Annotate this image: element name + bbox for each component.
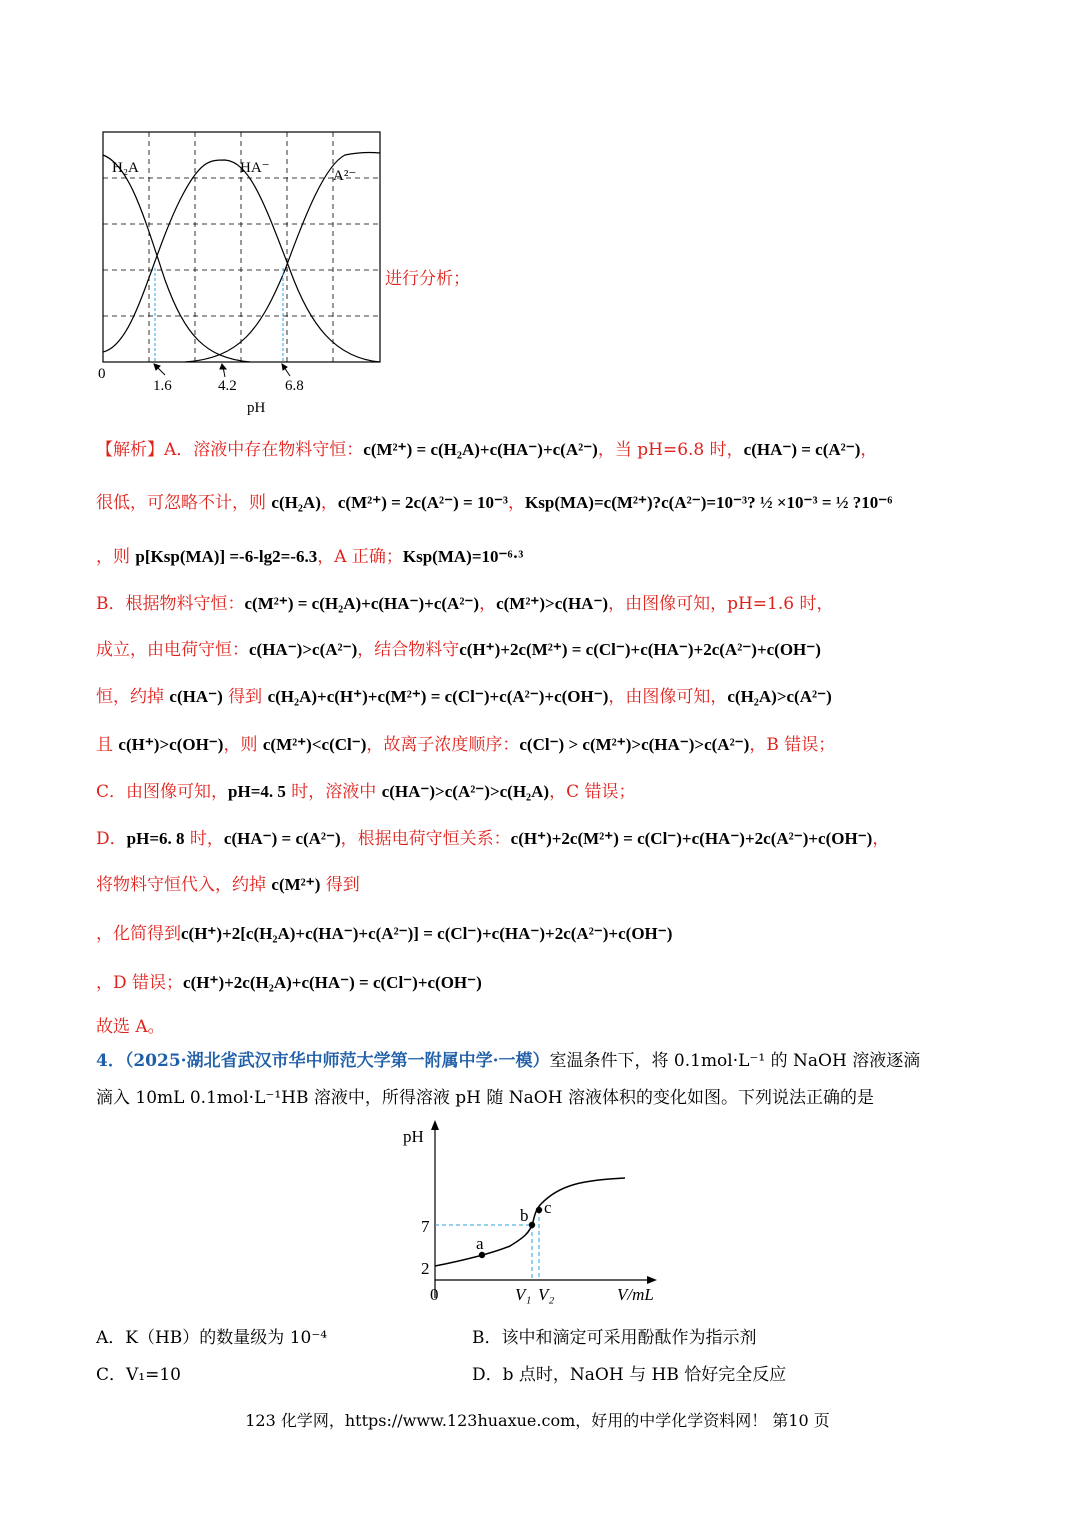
analysis-text: ，A 正确； [317,547,403,567]
h2a-curve [103,155,250,362]
analysis-line [96,491,892,515]
origin-label-2: 0 [430,1285,439,1304]
analysis-formula: pH=4. 5 [228,782,286,801]
y-tick-7: 7 [421,1217,430,1236]
analysis-line [96,971,482,995]
analysis-formula: c(M²⁺)<c(Cl⁻) [262,735,367,754]
analysis-text: 时， [184,829,224,849]
analysis-formula: c(Cl⁻) > c(M²⁺)>c(HA⁻)>c(A²⁻) [519,735,750,754]
analysis-text: 时，溶液中 [285,782,382,802]
question-text-1: 室温条件下，将 0.1mol·L⁻¹ 的 NaOH 溶液逐滴 [549,1051,921,1071]
analysis-text: ，B 错误； [749,735,836,755]
analysis-text: ，D 错误； [96,973,184,993]
analysis-line [96,685,832,709]
analysis-formula: c(H⁺)>c(OH⁻) [118,735,224,754]
analysis-line [96,733,835,757]
page-footer: 123 化学网，https://www.123huaxue.com，好用的中学化学资料网！ 第10 页 [245,1411,830,1430]
analysis-text: ， [872,829,890,849]
analysis-text: ， [479,594,497,614]
analysis-text: 【解析】A．溶液中存在物料守恒： [96,440,364,460]
point-b [529,1222,535,1228]
x-axis-label-2: V/mL [617,1285,654,1304]
analysis-line [96,638,821,662]
v2-label: V₂ [538,1285,555,1304]
label-a: a [476,1234,484,1253]
question-4-line1 [96,1048,920,1074]
analysis-text: 将物料守恒代入，约掉 [96,875,272,895]
analysis-text: B．根据物料守恒： [96,594,245,614]
analysis-text: C．由图像可知， [96,782,229,802]
analysis-text: ，故离子浓度顺序： [366,735,520,755]
analysis-text: 得到 [222,687,268,707]
tick-4-2: 4.2 [218,378,237,394]
question-number: 4． [96,1051,125,1071]
label-b: b [520,1206,529,1225]
option-d: D．b 点时，NaOH 与 HB 恰好完全反应 [472,1365,787,1385]
analysis-text: ， [508,493,526,513]
tick-6-8: 6.8 [285,378,304,394]
tick-1-6: 1.6 [153,378,172,394]
analysis-formula: c(H₂A)>c(A²⁻) [727,687,832,706]
analysis-text: ，C 错误； [549,782,636,802]
analysis-text: ，化简得到 [96,924,181,944]
analysis-text: 得到 [320,875,360,895]
analysis-formula: Ksp(MA)=c(M²⁺)?c(A²⁻)=10⁻³? ½ ×10⁻³ = ½ ?10⁻⁶ [525,493,893,512]
analysis-text: 很低，可忽略不计，则 [96,493,272,513]
origin-label: 0 [98,366,106,382]
option-b: B．该中和滴定可采用酚酞作为指示剂 [472,1328,757,1348]
analysis-text: ，结合物料守 [357,640,460,660]
analysis-line [96,873,360,897]
analysis-formula: c(HA⁻) = c(A²⁻) [743,440,861,459]
titration-curve [435,1178,625,1266]
analysis-text: 且 [96,735,119,755]
x-axis-label: pH [247,400,266,416]
analysis-formula: c(H⁺)+2c(M²⁺) = c(Cl⁻)+c(HA⁻)+2c(A²⁻)+c(OH⁻) [510,829,873,848]
analysis-text: ，则 [96,547,136,567]
analysis-line [96,1015,165,1039]
analysis-note: 进行分析； [385,269,470,289]
analysis-formula: c(M²⁺) = c(H₂A)+c(HA⁻)+c(A²⁻) [244,594,480,613]
analysis-formula: c(H₂A) [271,493,321,512]
ha-label: HA⁻ [240,160,270,176]
analysis-text: ，则 [223,735,263,755]
analysis-formula: c(M²⁺) = c(H₂A)+c(HA⁻)+c(A²⁻) [363,440,598,459]
analysis-formula: c(HA⁻) = c(A²⁻) [223,829,341,848]
option-a: A．K（HB）的数量级为 10⁻⁴ [96,1328,328,1348]
analysis-line [96,545,523,569]
distribution-chart [90,120,390,420]
analysis-text: 恒，约掉 [96,687,170,707]
h2a-label: H₂A [112,160,139,176]
analysis-text: 成立，由电荷守恒： [96,640,249,660]
a2-label: A²⁻ [333,168,357,184]
analysis-formula: p[Ksp(MA)] =-6-lg2=-6.3 [135,547,318,566]
analysis-formula: c(M²⁺) = 2c(A²⁻) = 10⁻³ [337,493,509,512]
label-c: c [544,1198,552,1217]
analysis-text: ，由图像可知，pH=1.6 时， [608,594,834,614]
analysis-formula: c(HA⁻)>c(A²⁻) [249,640,358,659]
analysis-formula: c(HA⁻)>c(A²⁻)>c(H₂A) [381,782,550,801]
ha-curve [103,160,380,362]
titration-chart [395,1118,665,1318]
analysis-text: ， [860,440,878,460]
analysis-line [96,438,877,462]
analysis-text: 故选 A。 [96,1017,165,1037]
analysis-formula: c(M²⁺)>c(HA⁻) [496,594,609,613]
y-tick-2: 2 [421,1259,430,1278]
analysis-formula: c(H⁺)+2c(H₂A)+c(HA⁻) = c(Cl⁻)+c(OH⁻) [183,973,482,992]
y-axis-label: pH [403,1127,424,1146]
analysis-formula: pH=6. 8 [126,829,185,848]
analysis-line [96,827,889,851]
analysis-text: ， [320,493,338,513]
analysis-text: ，根据电荷守恒关系： [340,829,511,849]
analysis-formula: c(H⁺)+2[c(H₂A)+c(HA⁻)+c(A²⁻)] = c(Cl⁻)+c(HA⁻)+2c(A²⁻)+c(OH⁻) [181,924,673,943]
v1-label: V₁ [515,1285,532,1304]
analysis-formula: c(M²⁺) [271,875,321,894]
point-c [536,1207,542,1213]
option-c: C．V₁=10 [96,1365,181,1385]
analysis-formula: c(H⁺)+2c(M²⁺) = c(Cl⁻)+c(HA⁻)+2c(A²⁻)+c(OH⁻) [459,640,821,659]
question-source: （2025·湖北省武汉市华中师范大学第一附属中学·一模） [124,1051,550,1071]
analysis-formula: c(H₂A)+c(H⁺)+c(M²⁺) = c(Cl⁻)+c(A²⁻)+c(OH⁻) [267,687,609,706]
analysis-text: ，由图像可知， [608,687,728,707]
analysis-text: D． [96,829,127,849]
question-text-2: 滴入 10mL 0.1mol·L⁻¹HB 溶液中，所得溶液 pH 随 NaOH 溶液体积的变化如图。下列说法正确的是 [96,1088,874,1108]
analysis-formula: Ksp(MA)=10⁻⁶·³ [402,547,524,566]
analysis-text: ，当 pH=6.8 时， [597,440,744,460]
analysis-line [96,592,834,616]
analysis-formula: c(HA⁻) [169,687,223,706]
analysis-line [96,780,636,804]
analysis-line [96,922,672,946]
